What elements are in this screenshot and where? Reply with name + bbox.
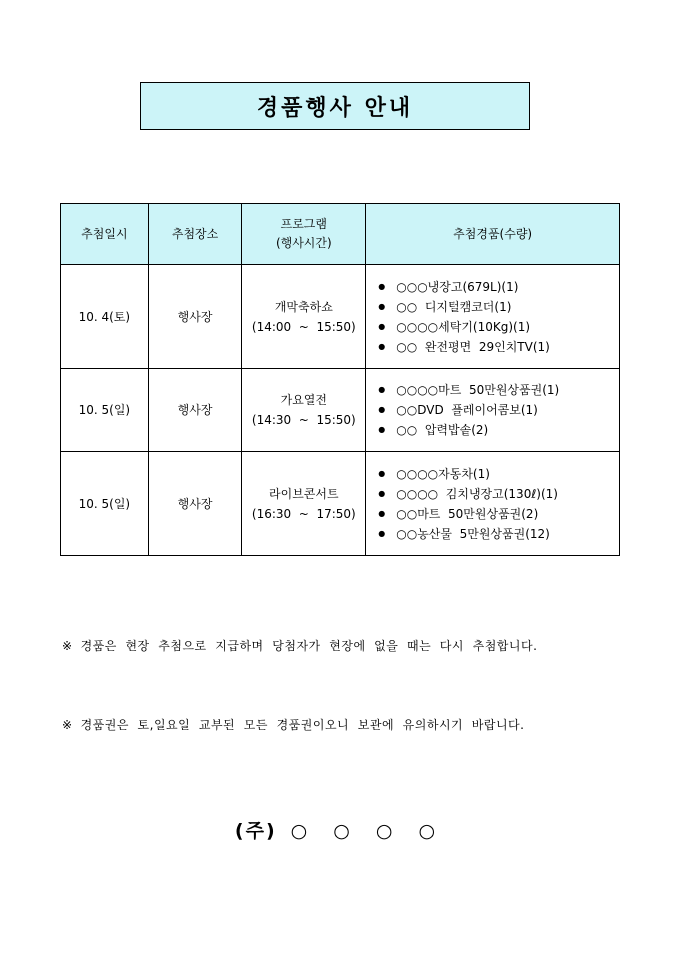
prize-item: ● ○○○○마트 50만원상품권(1) [378, 380, 619, 400]
prize-list [378, 277, 619, 357]
prize-item: ● ○○○○ 김치냉장고(130ℓ)(1) [378, 484, 619, 504]
program-name: 가요열전 [280, 393, 327, 407]
event-place: 행사장 [148, 265, 242, 369]
notice-draw-rule [62, 637, 537, 654]
prize-event-table [60, 203, 620, 556]
program-name: 라이브콘서트 [269, 486, 339, 501]
event-place: 행사장 [148, 369, 242, 452]
notice-ticket-rule [62, 716, 524, 733]
program-name: 개막축하쇼 [274, 299, 333, 314]
notice-text: 경품은 현장 추첨으로 지급하며 당첨자가 현장에 없을 때는 다시 추첨합니다. [80, 639, 538, 653]
program-time: (14:00 ~ 15:50) [251, 319, 356, 334]
prize-item: ● ○○○냉장고(679L)(1) [378, 277, 619, 297]
event-date: 10. 4(토) [61, 265, 149, 369]
reference-mark-icon: ※ [62, 718, 73, 732]
event-date: 10. 5(일) [61, 369, 149, 452]
table-header-row [61, 204, 620, 265]
event-place: 행사장 [148, 452, 242, 556]
header-prizes: 추첨경품(수량) [366, 204, 620, 265]
prize-item: ● ○○마트 50만원상품권(2) [378, 504, 619, 524]
prize-item: ● ○○○○자동차(1) [378, 464, 619, 484]
event-prizes [366, 452, 620, 556]
event-program [242, 369, 366, 452]
event-prizes [366, 369, 620, 452]
prize-item: ● ○○농산물 5만원상품권(12) [378, 524, 619, 544]
prize-item: ● ○○DVD 플레이어콤보(1) [378, 400, 619, 420]
program-time: (14:30 ~ 15:50) [251, 413, 356, 427]
notice-text: 경품권은 토,일요일 교부된 모든 경품권이오니 보관에 유의하시기 바랍니다. [80, 718, 525, 732]
prize-item: ● ○○○○세탁기(10Kg)(1) [378, 317, 619, 337]
prize-list [378, 380, 619, 440]
table-row [61, 369, 620, 452]
header-program-sub: (행사시간) [275, 236, 332, 250]
header-place: 추첨장소 [148, 204, 242, 265]
reference-mark-icon: ※ [62, 639, 73, 653]
header-program [242, 204, 366, 265]
table-row [61, 265, 620, 369]
event-date: 10. 5(일) [61, 452, 149, 556]
page-title: 경품행사 안내 [140, 82, 530, 130]
prize-item: ● ○○ 디지털캠코더(1) [378, 297, 619, 317]
event-prizes [366, 265, 620, 369]
table-row [61, 452, 620, 556]
company-name: ○ ○ ○ ○ [290, 820, 446, 842]
prize-item: ● ○○ 압력밥솥(2) [378, 420, 619, 440]
event-program [242, 452, 366, 556]
header-date: 추첨일시 [61, 204, 149, 265]
event-program [242, 265, 366, 369]
prize-list [378, 464, 619, 544]
header-program-label: 프로그램 [280, 217, 327, 231]
company-signature [0, 816, 680, 843]
company-prefix: (주) [234, 820, 277, 842]
program-time: (16:30 ~ 17:50) [251, 506, 356, 521]
prize-item: ● ○○ 완전평면 29인치TV(1) [378, 337, 619, 357]
